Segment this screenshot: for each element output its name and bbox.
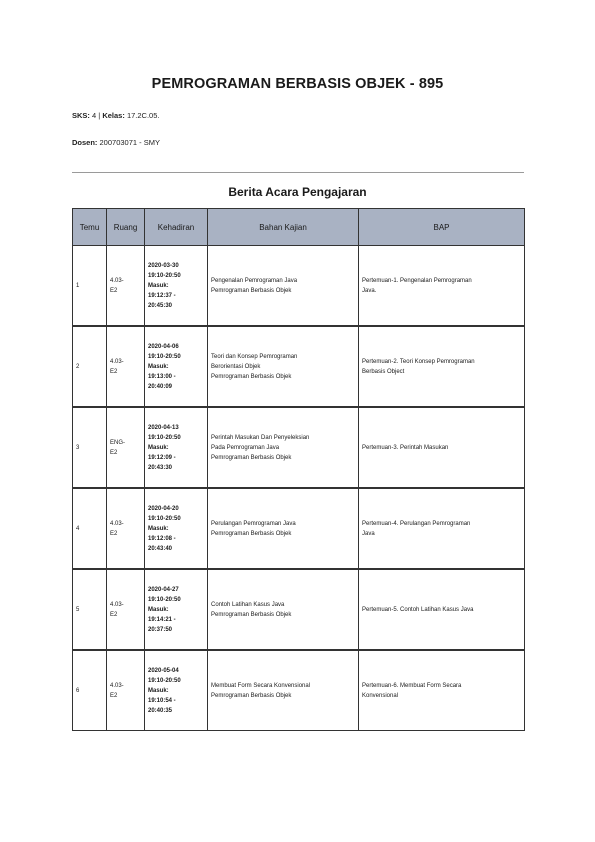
header-bap: BAP bbox=[359, 209, 525, 246]
table-row bbox=[73, 488, 525, 569]
cell-temu: 5 bbox=[73, 569, 107, 650]
sks-value: 4 bbox=[92, 111, 97, 120]
cell-bahan-kajian: Teori dan Konsep Pemrograman Berorientasi Objek Pemrograman Berbasis Objek bbox=[211, 353, 298, 380]
document-title: PEMROGRAMAN BERBASIS OBJEK - 895 bbox=[151, 76, 444, 92]
header-kehadiran: Kehadiran bbox=[145, 209, 208, 246]
cell-bahan-kajian: Contoh Latihan Kasus Java Pemrograman Berbasis Objek bbox=[211, 601, 292, 618]
cell-temu: 4 bbox=[73, 488, 107, 569]
cell-bap: Pertemuan-1. Pengenalan Pemrograman Java. bbox=[362, 277, 472, 294]
cell-bap: Pertemuan-5. Contoh Latihan Kasus Java bbox=[362, 606, 474, 613]
teaching-record-table bbox=[72, 208, 525, 731]
header-ruang: Ruang bbox=[107, 209, 145, 246]
divider bbox=[72, 172, 524, 173]
header-bahan-kajian: Bahan Kajian bbox=[208, 209, 359, 246]
cell-bahan-kajian: Pengenalan Pemrograman Java Pemrograman Berbasis Objek bbox=[211, 277, 298, 294]
course-meta-line bbox=[72, 111, 159, 120]
cell-bahan-kajian: Perintah Masukan Dan Penyeleksian Pada Pemrograman Java Pemrograman Berbasis Objek bbox=[211, 434, 310, 461]
cell-bahan-kajian: Perulangan Pemrograman Java Pemrograman Berbasis Objek bbox=[211, 520, 296, 537]
cell-temu: 2 bbox=[73, 326, 107, 407]
cell-kehadiran: 2020-04-06 19:10-20:50 Masuk: 19:13:00 - 20:40:09 bbox=[148, 343, 181, 390]
cell-kehadiran: 2020-04-20 19:10-20:50 Masuk: 19:12:08 - 20:43:40 bbox=[148, 505, 181, 552]
table-header-row bbox=[73, 209, 525, 246]
table-row bbox=[73, 246, 525, 327]
cell-ruang: 4.03- E2 bbox=[110, 520, 124, 537]
sks-label: SKS: bbox=[72, 111, 90, 120]
section-title: Berita Acara Pengajaran bbox=[228, 185, 367, 199]
cell-kehadiran: 2020-04-13 19:10-20:50 Masuk: 19:12:09 - 20:43:30 bbox=[148, 424, 181, 471]
kelas-label: Kelas: bbox=[102, 111, 125, 120]
cell-bap: Pertemuan-2. Teori Konsep Pemrograman Berbasis Object bbox=[362, 358, 475, 375]
cell-bap: Pertemuan-6. Membuat Form Secara Konvensional bbox=[362, 682, 462, 699]
cell-temu: 3 bbox=[73, 407, 107, 488]
cell-bap: Pertemuan-4. Perulangan Pemrograman Java bbox=[362, 520, 471, 537]
cell-ruang: 4.03- E2 bbox=[110, 601, 124, 618]
table-row bbox=[73, 650, 525, 731]
kelas-value: 17.2C.05. bbox=[126, 111, 160, 120]
cell-ruang: 4.03- E2 bbox=[110, 277, 124, 294]
cell-bahan-kajian: Membuat Form Secara Konvensional Pemrograman Berbasis Objek bbox=[211, 682, 311, 699]
cell-ruang: ENG- E2 bbox=[110, 439, 125, 456]
table-row bbox=[73, 569, 525, 650]
lecturer-line bbox=[72, 138, 160, 147]
meta-separator: | bbox=[98, 111, 101, 120]
table-row bbox=[73, 407, 525, 488]
cell-temu: 6 bbox=[73, 650, 107, 731]
cell-ruang: 4.03- E2 bbox=[110, 358, 124, 375]
cell-temu: 1 bbox=[73, 246, 107, 327]
dosen-value: 200703071 - SMY bbox=[99, 138, 160, 147]
dosen-label: Dosen: bbox=[72, 138, 98, 147]
cell-bap: Pertemuan-3. Perintah Masukan bbox=[362, 444, 449, 451]
cell-ruang: 4.03- E2 bbox=[110, 682, 124, 699]
header-temu: Temu bbox=[73, 209, 107, 246]
cell-kehadiran: 2020-04-27 19:10-20:50 Masuk: 19:14:21 - 20:37:50 bbox=[148, 586, 181, 633]
cell-kehadiran: 2020-05-04 19:10-20:50 Masuk: 19:10:54 - 20:40:35 bbox=[148, 667, 181, 714]
cell-kehadiran: 2020-03-30 19:10-20:50 Masuk: 19:12:37 - 20:45:30 bbox=[148, 262, 181, 309]
table-row bbox=[73, 326, 525, 407]
